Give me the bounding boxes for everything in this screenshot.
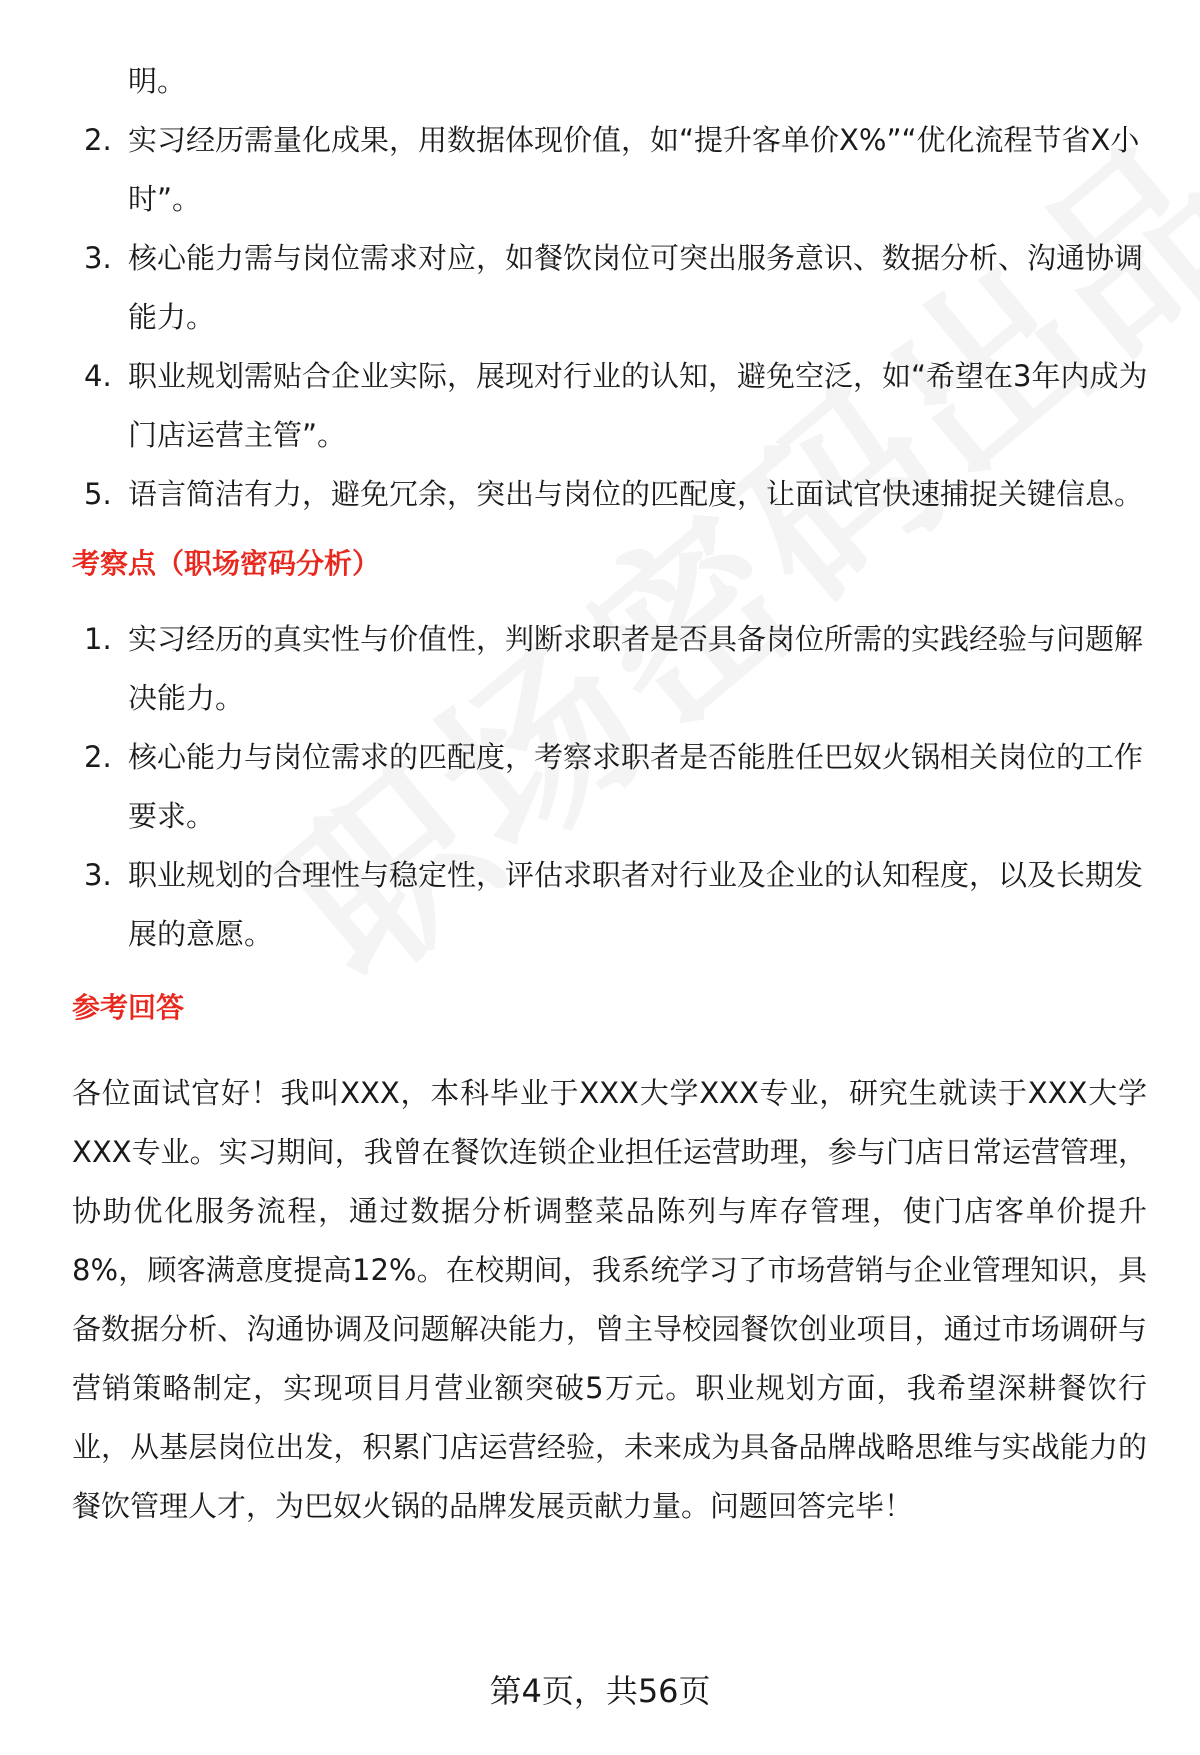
list-text: 语言简洁有力，避免冗余，突出与岗位的匹配度，让面试官快速捕捉关键信息。 [128,477,1144,511]
list-number: 3. [84,858,112,892]
list-number: 3. [84,241,112,275]
list-item [72,347,1162,465]
list-item [72,229,1162,347]
list-text: 职业规划需贴合企业实际，展现对行业的认知，避免空泛，如“希望在3年内成为门店运营主管”。 [128,359,1148,452]
list-number: 4. [84,359,112,393]
list-number: 2. [84,740,112,774]
section-heading-assessment: 考察点（职场密码分析） [72,547,381,580]
list-item [72,465,1162,524]
list-item [72,728,1162,846]
section-heading-answer: 参考回答 [72,991,185,1024]
list-text: 核心能力需与岗位需求对应，如餐饮岗位可突出服务意识、数据分析、沟通协调能力。 [128,241,1144,334]
list-number: 5. [84,477,112,511]
list-text: 职业规划的合理性与稳定性，评估求职者对行业及企业的认知程度，以及长期发展的意愿。 [128,858,1144,951]
tips-list [72,111,1162,524]
list-number: 1. [84,622,112,656]
list-text: 实习经历的真实性与价值性，判断求职者是否具备岗位所需的实践经验与问题解决能力。 [128,622,1144,715]
continued-line: 明。 [128,64,187,98]
list-text: 实习经历需量化成果，用数据体现价值，如“提升客单价X%”“优化流程节省X小时”。 [128,123,1140,216]
assessment-list [72,610,1162,964]
page-number: 第4页，共56页 [489,1672,711,1710]
list-item [72,610,1162,728]
list-item [72,846,1162,964]
page-content [72,52,1162,1536]
list-text: 核心能力与岗位需求的匹配度，考察求职者是否能胜任巴奴火锅相关岗位的工作要求。 [128,740,1144,833]
list-number: 2. [84,123,112,157]
answer-paragraph: 各位面试官好！我叫XXX，本科毕业于XXX大学XXX专业，研究生就读于XXX大学XXX专业。实习期间，我曾在餐饮连锁企业担任运营助理，参与门店日常运营管理，协助优化服务流程，通过数据分析调整菜品陈列与库存管理，使门店客单价提升8%，顾客满意度提高12%。在校期间，我系统学习了市场营销与企业管理知识，具备数据分析、沟通协调及问题解决能力，曾主导校园餐饮创业项目，通过市场调研与营销策略制定，实现项目月营业额突破5万元。职业规划方面，我希望深耕餐饮行业，从基层岗位出发，积累门店运营经验，未来成为具备品牌战略思维与实战能力的餐饮管理人才，为巴奴火锅的品牌发展贡献力量。问题回答完毕！ [72,1076,1147,1523]
list-item [72,111,1162,229]
